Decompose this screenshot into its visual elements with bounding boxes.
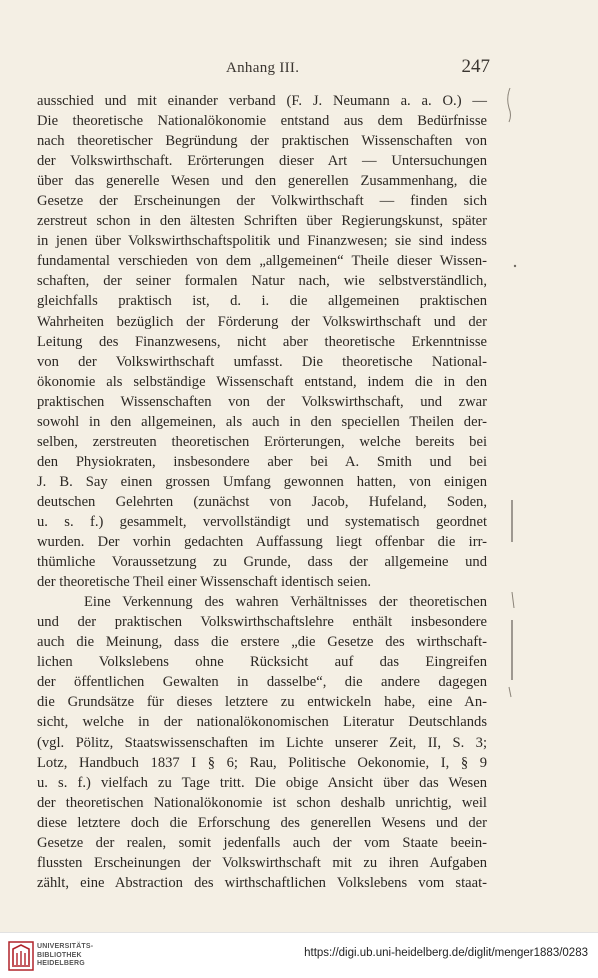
text-line: den Physiokraten, insbesondere aber bei A. Smith und bei	[37, 453, 487, 470]
page-number: 247	[461, 56, 490, 77]
text-line: sicht, welche in der nationalökonomischen Literatur Deutschlands	[37, 714, 487, 731]
text-line: auch die Meinung, dass die erstere „die Gesetze des wirthschaft-	[37, 634, 487, 651]
text-line: Gesetze der realen, somit jedenfalls auch der vom Staate beein-	[37, 834, 487, 851]
library-name-line: UNIVERSITÄTS-	[37, 943, 94, 950]
text-line: nach theoretischer Begründung der praktischen Wissenschaften von	[37, 133, 487, 150]
text-line: zerstreut schon in den ältesten Schriften über Regierungskunst, später	[37, 213, 487, 230]
library-name-line: BIBLIOTHEK	[37, 951, 82, 959]
text-line: praktischen Wissenschaften von der Volkswirthschaft, und zwar	[37, 393, 487, 410]
text-line: von der Volkswirthschaft umfasst. Die theoretische National-	[37, 353, 487, 370]
text-line: Leitung des Finanzwesens, nicht aber theoretische Erkenntnisse	[37, 333, 487, 350]
text-line: sowohl in den allgemeinen, als auch in den speciellen Theilen der-	[37, 413, 487, 430]
text-line: ökonomie als selbständige Wissenschaft entstand, indem die in den	[37, 373, 487, 390]
text-line: der theoretische Theil einer Wissenschaft identisch seien.	[37, 574, 372, 591]
text-line: Eine Verkennung des wahren Verhältnisses der theoretischen	[84, 594, 487, 611]
university-library-logo-icon	[8, 941, 34, 971]
text-line: lichen Volkslebens ohne Rücksicht auf das Eingreifen	[37, 654, 487, 671]
text-line: wurden. Der vorhin gedachten Auffassung liegt offenbar die irr-	[37, 534, 487, 551]
text-line: thümliche Voraussetzung zu Grunde, dass der allgemeine und	[37, 554, 487, 571]
running-header	[30, 56, 490, 82]
text-line: ausschied und mit einander verband (F. J. Neumann a. a. O.) —	[37, 93, 487, 109]
footer-bar	[0, 932, 598, 978]
permalink-url[interactable]: https://digi.ub.uni-heidelberg.de/diglit/menger1883/0283	[304, 947, 588, 959]
running-title: Anhang III.	[226, 60, 300, 76]
text-line: deutschen Gelehrten (zunächst von Jacob, Hufeland, Soden,	[37, 493, 487, 510]
text-line: Lotz, Handbuch 1837 I § 6; Rau, Politische Oekonomie, I, § 9	[37, 754, 487, 771]
text-line: u. s. f.) vielfach zu Tage tritt. Die obige Ansicht über das Wesen	[37, 774, 487, 791]
text-line: zählt, eine Abstraction des wirthschaftlichen Volkslebens vom staat-	[37, 874, 487, 891]
text-line: und der praktischen Volkswirthschaftslehre enthält insbesondere	[37, 614, 487, 631]
text-line: der theoretischen Nationalökonomie ist schon deshalb unrichtig, weil	[37, 794, 487, 811]
body-text	[37, 91, 487, 893]
text-line: die Grundsätze für dieses letztere zu entwickeln habe, eine An-	[37, 694, 487, 711]
text-line: der öffentlichen Gewalten in dasselbe“, die andere dagegen	[37, 674, 487, 691]
text-line: (vgl. Pölitz, Staatswissenschaften im Lichte unserer Zeit, II, S. 3;	[37, 734, 487, 751]
text-line: fundamental verschieden von dem „allgemeinen“ Theile dieser Wissen-	[37, 253, 487, 270]
text-line: in jenen über Volkswirthschaftspolitik und Finanzwesen; sie sind indess	[37, 233, 487, 250]
text-line: Die theoretische Nationalökonomie entstand aus dem Bedürfnisse	[37, 113, 487, 130]
text-line: Wahrheiten bezüglich der Förderung der Volkswirthschaft und der	[37, 313, 487, 330]
library-name-line: HEIDELBERG	[37, 960, 85, 967]
library-name	[37, 943, 93, 969]
text-line: über das generelle Wesen und den generellen Zusammenhang, die	[37, 173, 487, 190]
text-line: J. B. Say einen grossen Umfang gewonnen hatten, von einigen	[37, 473, 487, 490]
text-line: u. s. f.) gesammelt, vervollständigt und systematisch geordnet	[37, 513, 487, 530]
text-line: flussten Erscheinungen der Volkswirthschaft mit zu ihren Aufgaben	[37, 854, 487, 871]
text-line: gleichfalls praktisch ist, d. i. die allgemeinen praktischen	[37, 293, 487, 310]
text-line: Gesetze der Erscheinungen der Volkwirthschaft — finden sich	[37, 193, 487, 210]
text-line: der Volkswirthschaft. Erörterungen dieser Art — Untersuchungen	[37, 153, 487, 170]
text-line: schaften, der seiner formalen Natur nach, wie selbstverständlich,	[37, 273, 487, 290]
text-line: diese letztere doch die Erforschung des generellen Wesens und der	[37, 814, 487, 831]
text-line: selben, zerstreuten theoretischen Erörterungen, welche bereits bei	[37, 433, 487, 450]
